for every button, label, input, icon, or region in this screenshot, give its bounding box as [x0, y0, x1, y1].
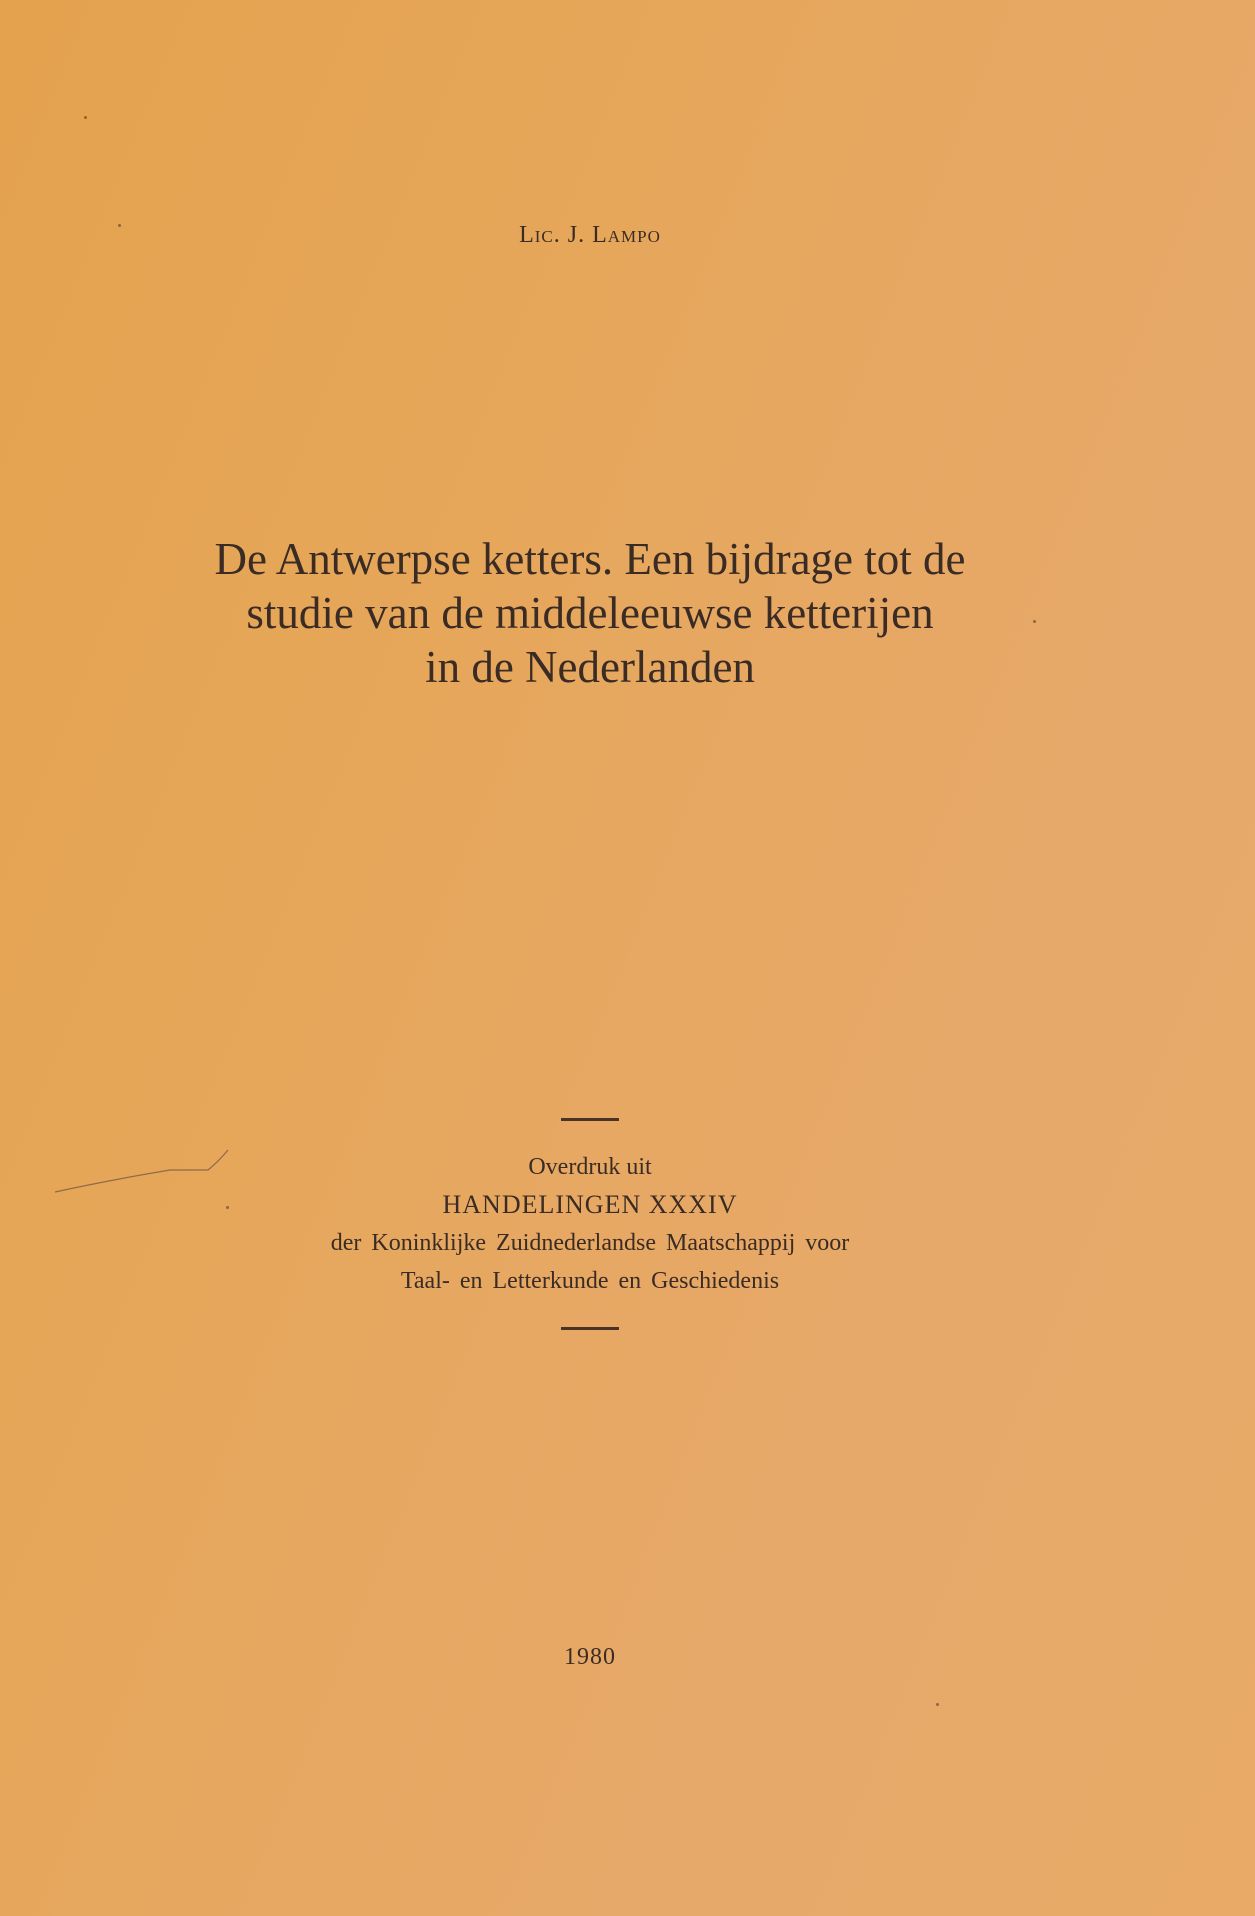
divider-bottom — [561, 1327, 619, 1330]
title-line-1: De Antwerpse ketters. Een bijdrage tot de — [214, 534, 966, 584]
title-line-2: studie van de middeleeuwse ketterijen — [246, 588, 934, 638]
book-title — [0, 532, 1180, 694]
paper-speck — [84, 116, 87, 119]
title-line-3: in de Nederlanden — [425, 642, 755, 692]
divider-top — [561, 1118, 619, 1121]
author-name: Lic. J. Lampo — [519, 222, 661, 248]
paper-speck — [118, 224, 121, 227]
pencil-mark — [50, 1140, 240, 1200]
offprint-line-3: der Koninklijke Zuidnederlandse Maatschappij voor — [330, 1230, 850, 1256]
paper-speck — [936, 1703, 939, 1706]
paper-speck — [1033, 620, 1036, 623]
offprint-line-2: HANDELINGEN XXXIV — [442, 1190, 738, 1219]
paper-speck — [226, 1206, 229, 1209]
offprint-line-4: Taal- en Letterkunde en Geschiedenis — [400, 1268, 780, 1294]
offprint-line-1: Overdruk uit — [528, 1154, 652, 1180]
publication-year: 1980 — [564, 1644, 616, 1670]
